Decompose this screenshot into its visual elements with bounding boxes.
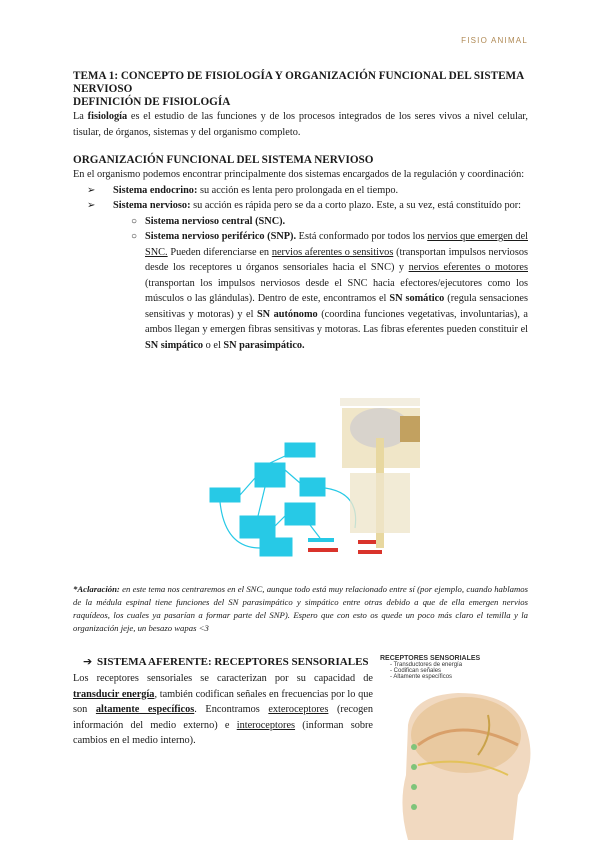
afferent-heading: ➔ SISTEMA AFERENTE: RECEPTORES SENSORIALES — [83, 655, 369, 668]
label-glandula — [358, 550, 382, 554]
circle-bullet-icon: ○ — [131, 231, 138, 242]
diagram-labels — [308, 538, 382, 554]
arrow-bullet-icon: ➔ — [83, 655, 93, 668]
receptors-figure — [378, 655, 538, 840]
label-symp — [308, 538, 334, 542]
bullet-nervioso: ➢ Sistema nervioso: su acción es rápida pero se da a corto plazo. Este, a su vez, está constituído por: — [73, 198, 528, 214]
main-content — [73, 70, 528, 353]
label-para — [308, 548, 338, 552]
afferent-section — [73, 655, 373, 749]
circle-bullet-icon: ○ — [131, 215, 138, 227]
bullet-endocrino: ➢ Sistema endocrino: su acción es lenta pero prolongada en el tiempo. — [73, 183, 528, 199]
subbullet-snp: ○ Sistema nervioso periférico (SNP). Está conformado por todos los nervios que emergen del SNC. Pueden diferenciarse en nervios aferentes o sensitivos (transportan impulsos nerviosos desde los receptores u órganos sensoriales hacia el SNC) y nervios eferentes o motores (transportan los impulsos nerviosos desde el SNC hacia efectores/ejecutores como los músculos o las glándulas). Dentro de este, encontramos el SN somático (regula sensaciones sensitivas y motoras) y el SN autónomo (coordina funciones vegetativas, involuntarias), a ambos llegan y emergen fibras sensitivas y motoras. Las fibras eferentes pueden constituir el SN simpático o el SN parasimpático. — [131, 231, 528, 351]
nervous-system-diagram — [200, 398, 530, 568]
organization-intro: En el organismo podemos encontrar principalmente dos sistemas encargados de la regulación y coordinación: — [73, 169, 525, 180]
diagram-flowchart — [210, 443, 325, 556]
receptors-caption: RECEPTORES SENSORIALES - Transductores de energía - Codifican señales - Altamente específicos — [380, 655, 480, 680]
clarification-note: *Aclaración: en este tema nos centraremos en el SNC, aunque todo está muy relacionado entre sí (por ejemplo, cuando hablamos de la médula espinal tiene funciones del SN parasimpático y simpático entre otras debido a que de ella emergen nervios raquídeos, los cuales ya pasarían a formar parte del SNP). Espero que con esto os quede un poco más claro el temilla y la organización jeje, un besazo wapas <3 — [73, 584, 528, 633]
box-motor — [260, 538, 292, 556]
definition-paragraph: La fisiología es el estudio de las funciones y de los procesos integrados de los seres vivos a nivel celular, tisular, de órganos, sistemas y del organismo completo. — [73, 111, 529, 138]
box-autonomic — [285, 503, 315, 525]
box-snp — [255, 463, 285, 487]
label-efector — [358, 540, 378, 544]
arrow-bullet-icon: ➢ — [87, 200, 96, 211]
organization-heading: ORGANIZACIÓN FUNCIONAL DEL SISTEMA NERVIOSO — [73, 154, 374, 166]
box-snc — [285, 443, 315, 457]
head-illustration — [378, 655, 538, 840]
box-afferent — [210, 488, 240, 502]
afferent-paragraph: Los receptores sensoriales se caracterizan por su capacidad de transducir energía, también codifican señales en frecuencias por lo que son altamente específicos. Encontramos exteroceptores (recogen información del medio externo) e interoceptores (informan sobre cambios en el medio interno). — [73, 673, 374, 746]
page-header: FISIO ANIMAL — [461, 36, 528, 45]
body-illustration — [340, 398, 420, 548]
box-efferent — [240, 516, 275, 538]
definition-heading: DEFINICIÓN DE FISIOLOGÍA — [73, 96, 231, 108]
box-somatic — [300, 478, 325, 496]
arrow-bullet-icon: ➢ — [87, 184, 96, 196]
page-title: TEMA 1: CONCEPTO DE FISIOLOGÍA Y ORGANIZACIÓN FUNCIONAL DEL SISTEMA NERVIOSO — [73, 70, 524, 95]
subbullet-snc: ○ Sistema nervioso central (SNC). — [73, 214, 528, 230]
